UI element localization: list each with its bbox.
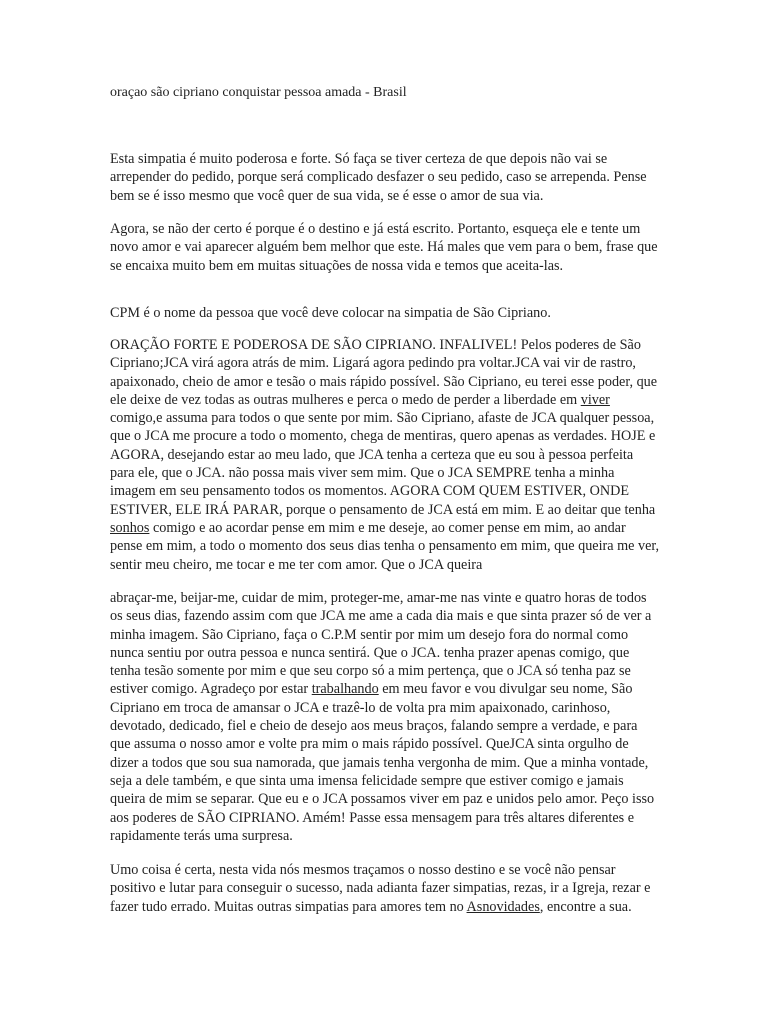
prayer-text-a: ORAÇÃO FORTE E PODEROSA DE SÃO CIPRIANO. INFALIVEL! Pelos poderes de São Cipriano;JCA virá agora atrás de mim. Ligará agora pedindo pra voltar.JCA vai vir de rastro, apaixonado, cheio de amor e tesão o mais rápido possível. São Cipriano, eu terei esse poder, que ele deixe de vez todas as outras mulheres e perca o medo de perder a liberdade em (110, 337, 658, 408)
link-asnovidades[interactable]: Asnovidades (466, 898, 540, 915)
prayer-cont-text-a: abraçar-me, beijar-me, cuidar de mim, proteger-me, amar-me nas vinte e quatro horas de todos os seus dias, fazendo assim com que JCA me ame a cada dia mais e que sinta prazer só de ver a minha imagem. São Cipriano, faça o C.P.M sentir por mim um desejo fora do normal como nunca sentiu por outra pessoa e nunca sentirá. Que o JCA. tenha prazer apenas comigo, que tenha tesão somente por mim e que seu corpo só a mim pertença, que o JCA só tenha paz se estiver comigo. Agradeço por estar (110, 590, 652, 698)
closing-text-b: , encontre a sua. (539, 898, 632, 915)
link-viver[interactable]: viver (580, 391, 610, 408)
paragraph-prayer (110, 336, 660, 574)
paragraph-prayer-continued (110, 589, 660, 845)
paragraph-cpm-note: CPM é o nome da pessoa que você deve colocar na simpatia de São Cipriano. (110, 305, 551, 321)
prayer-text-c: comigo e ao acordar pense em mim e me deseje, ao comer pense em mim, ao andar pense em mim, a todo o momento dos seus dias tenha o pensamento em mim, que queira me ver, sentir meu cheiro, me tocar e me ter com amor. Que o JCA queira (110, 519, 660, 573)
paragraph-destiny: Agora, se não der certo é porque é o destino e já está escrito. Portanto, esqueça ele e tente um novo amor e vai aparecer alguém bem melhor que este. Há males que vem para o bem, frase que se encaixa muito bem em muitas situações de nossa vida e temos que aceita-las. (110, 221, 658, 274)
link-sonhos[interactable]: sonhos (110, 519, 150, 536)
document-title: oraçao são cipriano conquistar pessoa amada - Brasil (110, 85, 407, 100)
link-trabalhando[interactable]: trabalhando (311, 681, 379, 698)
prayer-text-b: comigo,e assuma para todos o que sente por mim. São Cipriano, afaste de JCA qualquer pessoa, que o JCA me procure a todo o momento, chega de mentiras, quero apenas as verdades. HOJE e AGORA, desejando estar ao meu lado, que JCA tenha a certeza que eu sou à pessoa perfeita para ele, que o JCA. não possa mais viver sem mim. Que o JCA SEMPRE tenha a minha imagem em seu pensamento todos os momentos. AGORA COM QUEM ESTIVER, ONDE ESTIVER, ELE IRÁ PARAR, porque o pensamento de JCA está em mim. E ao deitar que tenha (110, 410, 656, 518)
closing-text-a: Umo coisa é certa, nesta vida nós mesmos traçamos o nosso destino e se você não pensar positivo e lutar para conseguir o sucesso, nada adianta fazer simpatias, rezas, ir a Igreja, rezar e fazer tudo errado. Muitas outras simpatias para amores tem no (110, 862, 651, 915)
prayer-cont-text-b: em meu favor e vou divulgar seu nome, São Cipriano em troca de amansar o JCA e trazê-lo de volta pra mim apaixonado, carinhoso, devotado, dedicado, fiel e cheio de desejo aos meus braços, falando sempre a verdade, e para que assuma o nosso amor e volte pra mim o mais rápido possível. QueJCA sinta orgulho de dizer a todos que sou sua namorada, que jamais tenha vergonha de mim. Que a minha vontade, seja a dele também, e que sinta uma imensa felicidade sempre que estiver comigo e jamais queira de mim se separar. Que eu e o JCA possamos viver em paz e unidos pelo amor. Peço isso aos poderes de SÃO CIPRIANO. Amém! Passe essa mensagem para três altares diferentes e rapidamente terás uma surpresa. (110, 681, 655, 844)
paragraph-warning: Esta simpatia é muito poderosa e forte. Só faça se tiver certeza de que depois não vai se arrepender do pedido, porque será complicado desfazer o seu pedido, caso se arrependa. Pense bem se é isso mesmo que você quer de sua vida, se é esse o amor de sua via. (110, 151, 647, 204)
paragraph-closing (110, 861, 660, 916)
